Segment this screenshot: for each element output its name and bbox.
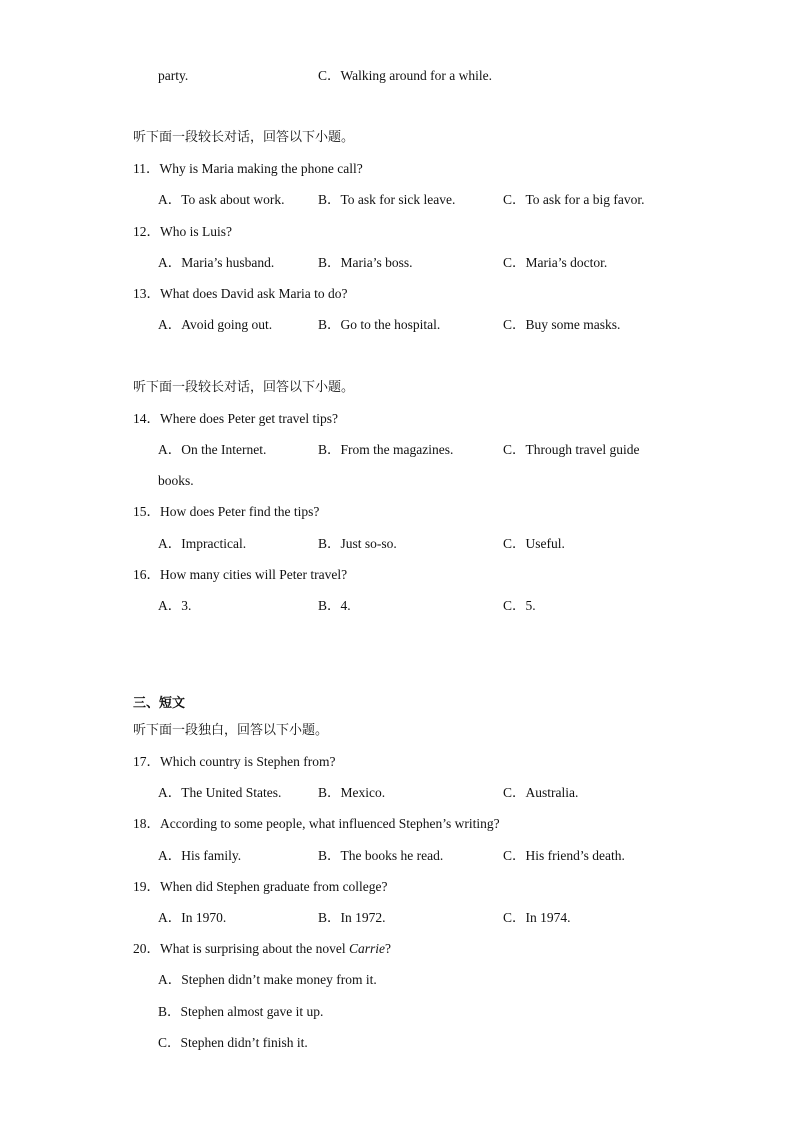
question-12: 12．Who is Luis? <box>133 224 232 239</box>
q18-option-a: A．His family. <box>158 848 242 863</box>
q13-option-b: B．Go to the hospital. <box>318 317 441 332</box>
question-16: 16．How many cities will Peter travel? <box>133 567 348 582</box>
question-11: 11．Why is Maria making the phone call? <box>133 161 363 176</box>
q12-option-a: A．Maria’s husband. <box>158 255 275 270</box>
q20-option-c: C．Stephen didn’t finish it. <box>158 1035 308 1050</box>
question-20 <box>133 940 391 958</box>
instruction-monologue: 听下面一段独白，回答以下小题。 <box>133 723 329 738</box>
question-18: 18．According to some people, what influenced Stephen’s writing? <box>133 816 500 831</box>
section-heading-short-passage: 三、短文 <box>133 696 186 711</box>
q18-option-c: C．His friend’s death. <box>503 848 625 863</box>
q11-option-b: B．To ask for sick leave. <box>318 192 456 207</box>
question-13: 13．What does David ask Maria to do? <box>133 286 348 301</box>
q17-option-c: C．Australia. <box>503 785 579 800</box>
q19-option-c: C．In 1974. <box>503 910 571 925</box>
q15-option-c: C．Useful. <box>503 536 565 551</box>
q16-option-a: A．3. <box>158 598 192 613</box>
q13-option-a: A．Avoid going out. <box>158 317 273 332</box>
question-17: 17．Which country is Stephen from? <box>133 754 336 769</box>
question-20-mark: ? <box>384 941 391 956</box>
q15-option-b: B．Just so-so. <box>318 536 397 551</box>
question-15: 15．How does Peter find the tips? <box>133 504 320 519</box>
q16-option-b: B．4. <box>318 598 351 613</box>
q20-option-b: B．Stephen almost gave it up. <box>158 1004 324 1019</box>
q12-option-c: C．Maria’s doctor. <box>503 255 608 270</box>
q14-option-b: B．From the magazines. <box>318 442 454 457</box>
instruction-dialogue-2: 听下面一段较长对话，回答以下小题。 <box>133 380 355 395</box>
q19-option-a: A．In 1970. <box>158 910 227 925</box>
q14-option-c-continued: books. <box>158 473 194 488</box>
instruction-dialogue-1: 听下面一段较长对话，回答以下小题。 <box>133 130 355 145</box>
q20-option-a: A．Stephen didn’t make money from it. <box>158 972 377 987</box>
q16-option-c: C．5. <box>503 598 536 613</box>
q14-option-c: C．Through travel guide <box>503 442 640 457</box>
q15-option-a: A．Impractical. <box>158 536 247 551</box>
q17-option-b: B．Mexico. <box>318 785 386 800</box>
q14-option-a: A．On the Internet. <box>158 442 267 457</box>
q13-option-c: C．Buy some masks. <box>503 317 621 332</box>
question-20-stem: 20．What is surprising about the novel <box>133 941 349 956</box>
q10-option-b-continued: party. <box>158 68 189 83</box>
q19-option-b: B．In 1972. <box>318 910 386 925</box>
question-14: 14．Where does Peter get travel tips? <box>133 411 339 426</box>
q18-option-b: B．The books he read. <box>318 848 444 863</box>
question-19: 19．When did Stephen graduate from college? <box>133 879 388 894</box>
novel-title: Carrie <box>348 941 385 956</box>
q11-option-c: C．To ask for a big favor. <box>503 192 645 207</box>
q17-option-a: A．The United States. <box>158 785 282 800</box>
q12-option-b: B．Maria’s boss. <box>318 255 413 270</box>
q10-option-c: C．Walking around for a while. <box>318 68 492 83</box>
q11-option-a: A．To ask about work. <box>158 192 285 207</box>
